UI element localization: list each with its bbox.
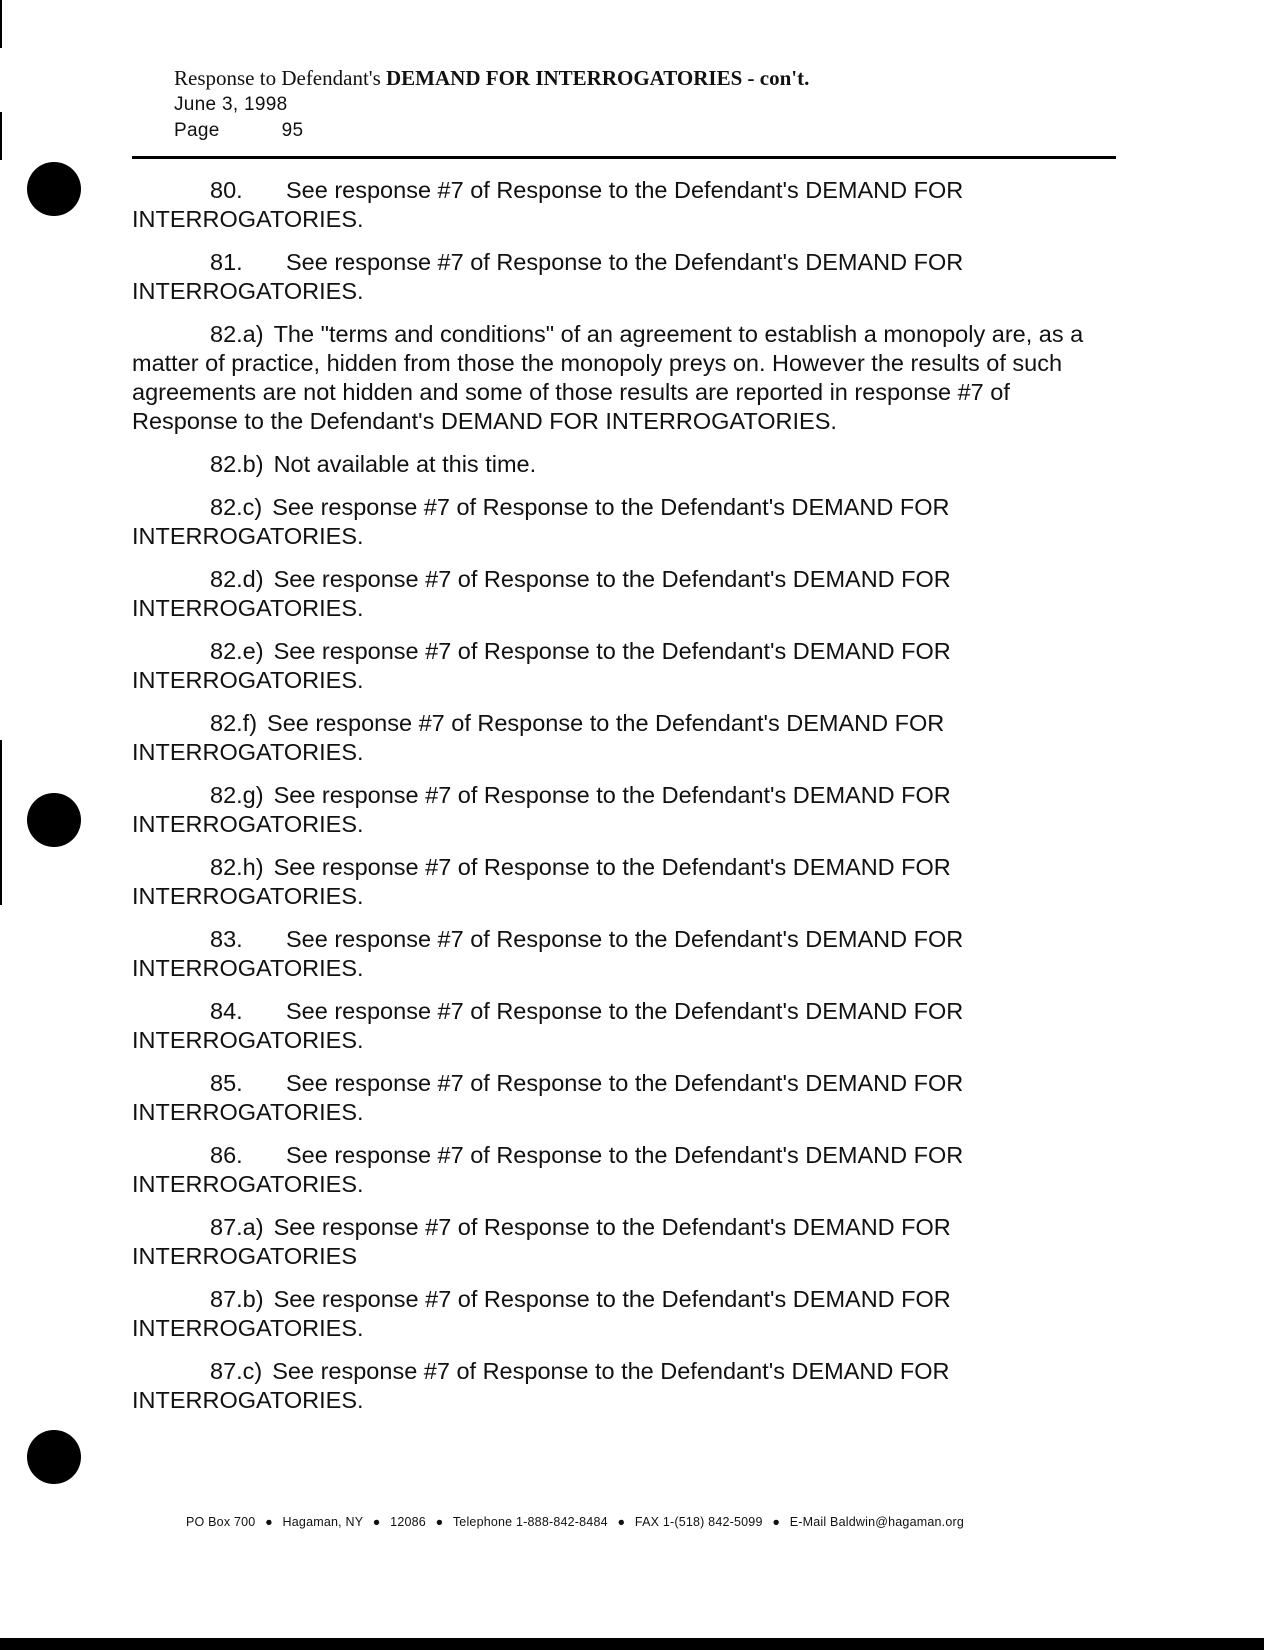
response-item [132,997,1122,1055]
punch-hole [27,1430,81,1484]
document-title [174,64,1114,92]
response-number: 84. [210,998,243,1024]
response-text: See response #7 of Response to the Defendant's DEMAND FOR INTERROGATORIES. [132,566,951,621]
response-number: 80. [210,177,243,203]
response-number: 86. [210,1142,243,1168]
title-bold: DEMAND FOR INTERROGATORIES - con't. [386,66,810,90]
response-text: See response #7 of Response to the Defendant's DEMAND FOR INTERROGATORIES. [132,710,945,765]
document-date: June 3, 1998 [174,94,288,115]
response-text: See response #7 of Response to the Defendant's DEMAND FOR INTERROGATORIES. [132,494,950,549]
response-item [132,1069,1122,1127]
bullet-icon: ● [265,1515,273,1529]
response-number: 83. [210,926,243,952]
scan-edge-mark [0,112,2,160]
response-number: 81. [210,249,243,275]
response-text: See response #7 of Response to the Defendant's DEMAND FOR INTERROGATORIES. [132,1286,951,1341]
page-number: 95 [281,120,304,141]
response-text: See response #7 of Response to the Defendant's DEMAND FOR INTERROGATORIES. [132,249,964,304]
header-rule [132,156,1116,159]
response-text: See response #7 of Response to the Defendant's DEMAND FOR INTERROGATORIES. [132,1358,950,1413]
response-item [132,1285,1122,1343]
response-number: 87.a) [210,1214,264,1240]
response-number: 87.c) [210,1358,263,1384]
response-item [132,1213,1122,1271]
response-text: See response #7 of Response to the Defendant's DEMAND FOR INTERROGATORIES. [132,638,951,693]
response-text: See response #7 of Response to the Defendant's DEMAND FOR INTERROGATORIES [132,1214,951,1269]
response-number: 82.c) [210,494,263,520]
response-item [132,176,1122,234]
response-text: See response #7 of Response to the Defendant's DEMAND FOR INTERROGATORIES. [132,926,964,981]
response-text: See response #7 of Response to the Defendant's DEMAND FOR INTERROGATORIES. [132,854,951,909]
bullet-icon: ● [435,1515,444,1529]
punch-hole [27,162,81,216]
footer-city: Hagaman, NY [282,1515,364,1529]
response-item [132,493,1122,551]
response-text: See response #7 of Response to the Defendant's DEMAND FOR INTERROGATORIES. [132,1142,964,1197]
bullet-icon: ● [372,1515,381,1529]
response-number: 87.b) [210,1286,264,1312]
response-number: 82.h) [210,854,264,880]
response-text: See response #7 of Response to the Defendant's DEMAND FOR INTERROGATORIES. [132,782,951,837]
letterhead-footer [186,1515,1086,1529]
response-item [132,637,1122,695]
response-text: Not available at this time. [273,451,537,477]
scan-edge-mark [0,740,2,905]
responses-body [132,176,1122,1429]
response-item [132,1357,1122,1415]
response-item [132,450,1122,479]
response-number: 82.e) [210,638,264,664]
bullet-icon: ● [772,1515,781,1529]
response-item [132,1141,1122,1199]
page-label: Page [174,120,220,141]
response-text: The "terms and conditions" of an agreement to establish a monopoly are, as a matter of practice, hidden from those the monopoly preys on. However the results of such agreements are not hidden and some of those results are reported in response #7 of Response to the Defendant's DEMAND FOR INTERROGATORIES. [132,321,1084,434]
response-item [132,925,1122,983]
response-item [132,853,1122,911]
response-text: See response #7 of Response to the Defendant's DEMAND FOR INTERROGATORIES. [132,1070,964,1125]
response-number: 85. [210,1070,243,1096]
response-text: See response #7 of Response to the Defendant's DEMAND FOR INTERROGATORIES. [132,998,964,1053]
bullet-icon: ● [617,1515,626,1529]
response-text: See response #7 of Response to the Defendant's DEMAND FOR INTERROGATORIES. [132,177,964,232]
response-number: 82.f) [210,710,258,736]
response-item [132,565,1122,623]
response-number: 82.d) [210,566,264,592]
footer-fax: FAX 1-(518) 842-5099 [634,1515,763,1529]
response-number: 82.b) [210,451,264,477]
footer-address: PO Box 700 [186,1515,256,1529]
response-number: 82.g) [210,782,264,808]
response-item [132,320,1122,436]
page-header [174,64,1114,144]
footer-email: E-Mail Baldwin@hagaman.org [789,1515,964,1529]
title-plain: Response to Defendant's [174,66,386,90]
response-item [132,781,1122,839]
scan-bottom-edge [0,1638,1264,1650]
footer-zip: 12086 [390,1515,426,1529]
punch-hole [27,793,81,847]
footer-telephone: Telephone 1-888-842-8484 [452,1515,608,1529]
response-number: 82.a) [210,321,264,347]
scan-edge-mark [0,0,2,48]
page-indicator [174,118,1114,144]
response-item [132,709,1122,767]
response-item [132,248,1122,306]
